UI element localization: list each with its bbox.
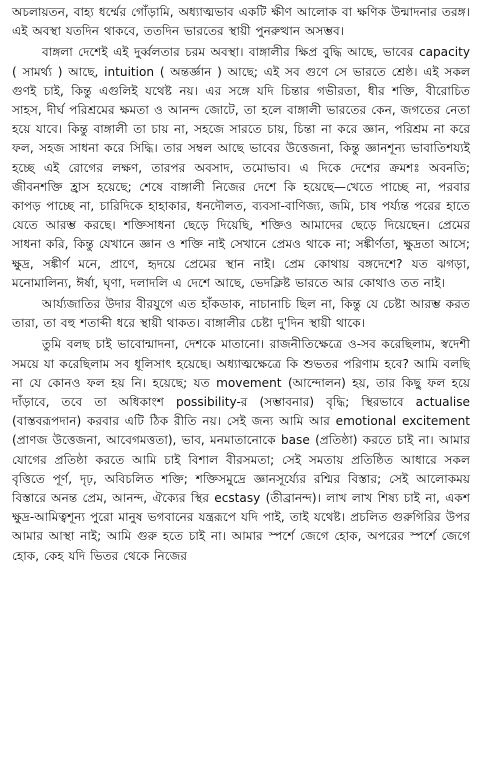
paragraph-1: অচলায়তন, বাহ্য ধর্ম্মের গোঁড়ামি, অধ্যাত্মভাব একটি ক্ষীণ আলোক বা ক্ষণিক উন্মাদনার তরঙ্গ। এই অবস্থা যতদিন থাকবে, ততদিন ভারতের স্থায়ী পুনরুত্থান অসম্ভব।	[12, 5, 470, 39]
paragraph-2: বাঙ্গলা দেশেই এই দুর্ব্বলতার চরম অবস্থা। বাঙ্গালীর ক্ষিপ্র বুদ্ধি আছে, ভাবের capacity ( সামর্থ্য ) আছে, intuition ( অন্তর্জ্ঞান ) আছে; এই সব গুণে সে ভারতে শ্রেষ্ঠ। এই সকল গুণই চাই, কিন্তু এগুলিই যথেষ্ট নয়। এর সঙ্গে যদি চিন্তার গভীরতা, ধীর শক্তি, বীরোচিত সাহস, দীর্ঘ পরিশ্রমের ক্ষমতা ও আনন্দ জোটে, তা হলে বাঙ্গালী ভারতের কেন, জগতের নেতা হয়ে যাবে। কিন্তু বাঙ্গালী তা চায় না, সহজে সারতে চায়, চিন্তা না করে জ্ঞান, পরিশ্রম না করে ফল, সহজ সাধনা করে সিদ্ধি। তার সম্বল আছে ভাবের উত্তেজনা, কিন্তু জ্ঞানশূন্য ভাবাতিশয্যই হচ্ছে এই রোগের লক্ষণ, তারপর অবসাদ, তমোভাব। এ দিকে দেশের ক্রমশঃ অবনতি; জীবনশক্তি হ্রাস হয়েছে; শেষে বাঙ্গালী নিজের দেশে কি হয়েছে—খেতে পাচ্ছে না, পরবার কাপড় পাচ্ছে না, চারিদিকে হাহাকার, ধনদৌলত, ব্যবসা-বাণিজ্য, জমি, চাষ পর্য্যন্ত পরের হাতে যেতে আরম্ভ করছে। শক্তিসাধনা ছেড়ে দিয়েছি, শক্তিও আমাদের ছেড়ে দিয়েছেন। প্রেমের সাধনা করি, কিন্তু যেখানে জ্ঞান ও শক্তি নাই সেখানে প্রেমও থাকে না; সঙ্কীর্ণতা, ক্ষুদ্রতা আসে; ক্ষুদ্র, সঙ্কীর্ণ মনে, প্রাণে, হৃদয়ে প্রেমের স্থান নাই। প্রেম কোথায় বঙ্গদেশে? যত ঝগড়া, মনোমালিন্য, ঈর্ষা, ঘৃণা, দলাদলি এ দেশে আছে, ভেদক্লিষ্ট ভারতে আর কোথাও তত নাই।	[12, 45, 470, 290]
paragraph-4: তুমি বলছ চাই ভাবোন্মাদনা, দেশকে মাতানো। রাজনীতিক্ষেত্রে ও-সব করেছিলাম, স্বদেশী সময়ে যা করেছিলাম সব ধূলিসাৎ হয়েছে। অধ্যাত্মক্ষেত্রে কি শুভতর পরিণাম হবে? আমি বলছি না যে কোনও ফল হয় নি। হয়েছে; যত movement (আন্দোলন) হয়, তার কিছু ফল হয়ে দাঁড়াবে, তবে তা অধিকাংশ possibility-র (সম্ভাবনার) বৃদ্ধি; স্থিরভাবে actualise (বাস্তবরূপদান) করবার এটি ঠিক রীতি নয়। সেই জন্য আমি আর emotional excitement (প্রাণজ উত্তেজনা, আবেগমত্ততা), ভাব, মনমাতানোকে base (প্রতিষ্ঠা) করতে চাই না। আমার যোগের প্রতিষ্ঠা করতে আমি চাই বিশাল বীরসমতা; সেই সমতায় প্রতিষ্ঠিত আধারে সকল বৃত্তিতে পূর্ণ, দৃঢ়, অবিচলিত শক্তি; শক্তিসমুদ্রে জ্ঞানসূর্য্যের রশ্মির বিস্তার; সেই আলোকময় বিস্তারে অনন্ত প্রেম, আনন্দ, ঐক্যের স্থির ecstasy (তীব্রানন্দ)। লাখ লাখ শিষ্য চাই না, একশ ক্ষুদ্র-আমিত্বশূন্য পুরো মানুষ ভগবানের যন্ত্ররূপে যদি পাই, তাই যথেষ্ট। প্রচলিত গুরুগিরির উপর আমার আস্থা নাই; আমি গুরু হতে চাই না। আমার স্পর্শে জেগে হোক, অপরের স্পর্শে জেগে হোক, কেহ যদি ভিতর থেকে নিজের	[12, 337, 470, 563]
paragraph-3: আর্য্যজাতির উদার বীরযুগে এত হাঁকডাক, নাচানাচি ছিল না, কিন্তু যে চেষ্টা আরম্ভ করত তারা, তা বহু শতাব্দী ধরে স্থায়ী থাকত। বাঙ্গালীর চেষ্টা দু'দিন স্থায়ী থাকে।	[12, 297, 470, 331]
